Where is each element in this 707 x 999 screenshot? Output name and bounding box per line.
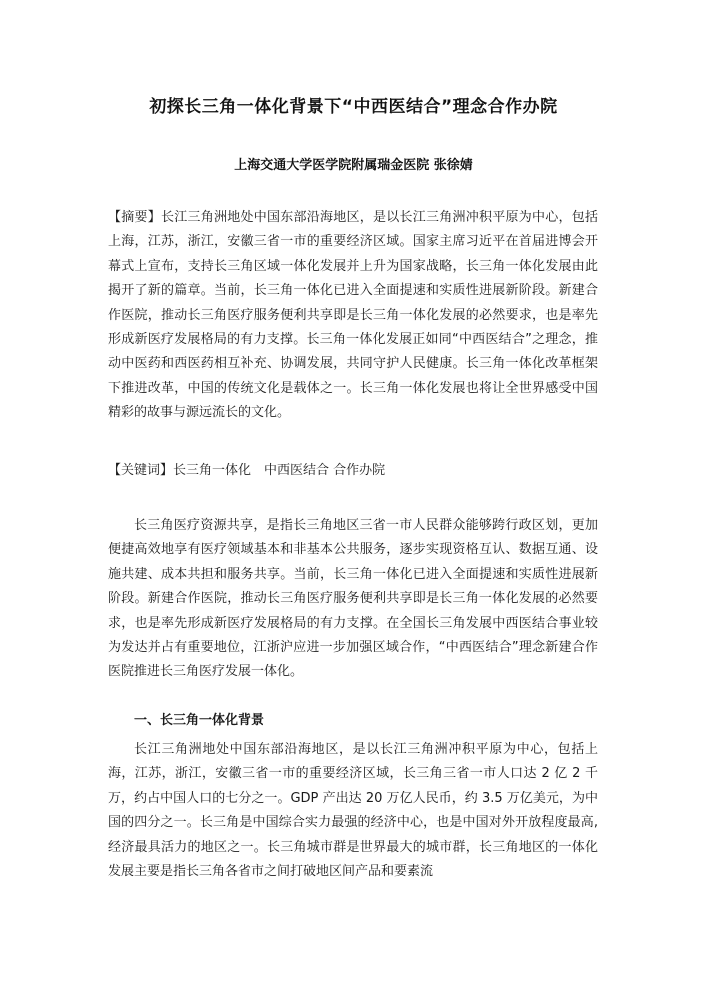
- section-1-block: [108, 738, 598, 884]
- intro-paragraph: 长三角医疗资源共享，是指长三角地区三省一市人民群众能够跨行政区划，更加便捷高效地享有医疗领域基本和非基本公共服务，逐步实现资格互认、数据互通、设施共建、成本共担和服务共享。当前，长三角一体化已进入全面提速和实质性进展新阶段。新建合作医院，推动长三角医疗服务便利共享即是长三角一体化发展的必然要求，也是率先形成新医疗发展格局的有力支撑。在全国长三角发展中西医结合事业较为发达并占有重要地位，江浙沪应进一步加强区域合作，“中西医结合”理念新建合作医院推进长三角医疗发展一体化。: [108, 518, 598, 680]
- keywords-text: 长三角一体化 中西医结合 合作办院: [173, 463, 386, 478]
- intro-block: [108, 514, 598, 685]
- keywords-block: [108, 459, 598, 483]
- abstract-text: 长江三角洲地处中国东部沿海地区，是以长江三角洲冲积平原为中心，包括上海，江苏，浙江，安徽三省一市的重要经济区域。国家主席习近平在首届进博会开幕式上宣布，支持长三角区域一体化发展并上升为国家战略，长三角一体化发展由此揭开了新的篇章。当前，长三角一体化已进入全面提速和实质性进展新阶段。新建合作医院，推动长三角医疗服务便利共享即是长三角一体化发展的必然要求，也是率先形成新医疗发展格局的有力支撑。长三角一体化发展正如同“中西医结合”之理念，推动中医药和西医药相互补充、协调发展，共同守护人民健康。长三角一体化改革框架下推进改革，中国的传统文化是载体之一。长三角一体化发展也将让全世界感受中国精彩的故事与源远流长的文化。: [108, 210, 598, 421]
- section-1-paragraph: 长江三角洲地处中国东部沿海地区，是以长江三角洲冲积平原为中心，包括上海，江苏，浙江，安徽三省一市的重要经济区域，长三角三省一市人口达 2 亿 2 千万，约占中国人口的七分之一。GDP 产出达 20 万亿人民币，约 3.5 万亿美元，为中国的四分之一。长三角是中国综合实力最强的经济中心，也是中国对外开放程度最高,经济最具活力的地区之一。长三角城市群是世界最大的城市群，长三角地区的一体化发展主要是指长三角各省市之间打破地区间产品和要素流: [108, 742, 598, 880]
- section-1-heading: 一、长三角一体化背景: [134, 713, 265, 728]
- author-line: 上海交通大学医学院附属瑞金医院 张徐婧: [234, 158, 473, 173]
- abstract-paragraph: [108, 206, 598, 426]
- section-heading-block: [108, 709, 598, 733]
- abstract-block: [108, 206, 598, 426]
- keywords-label: 【关键词】: [108, 463, 174, 478]
- keywords-paragraph: [108, 459, 598, 483]
- paper-title: 初探长三角一体化背景下“中西医结合”理念合作办院: [149, 97, 558, 117]
- abstract-label: 【摘要】: [108, 210, 161, 225]
